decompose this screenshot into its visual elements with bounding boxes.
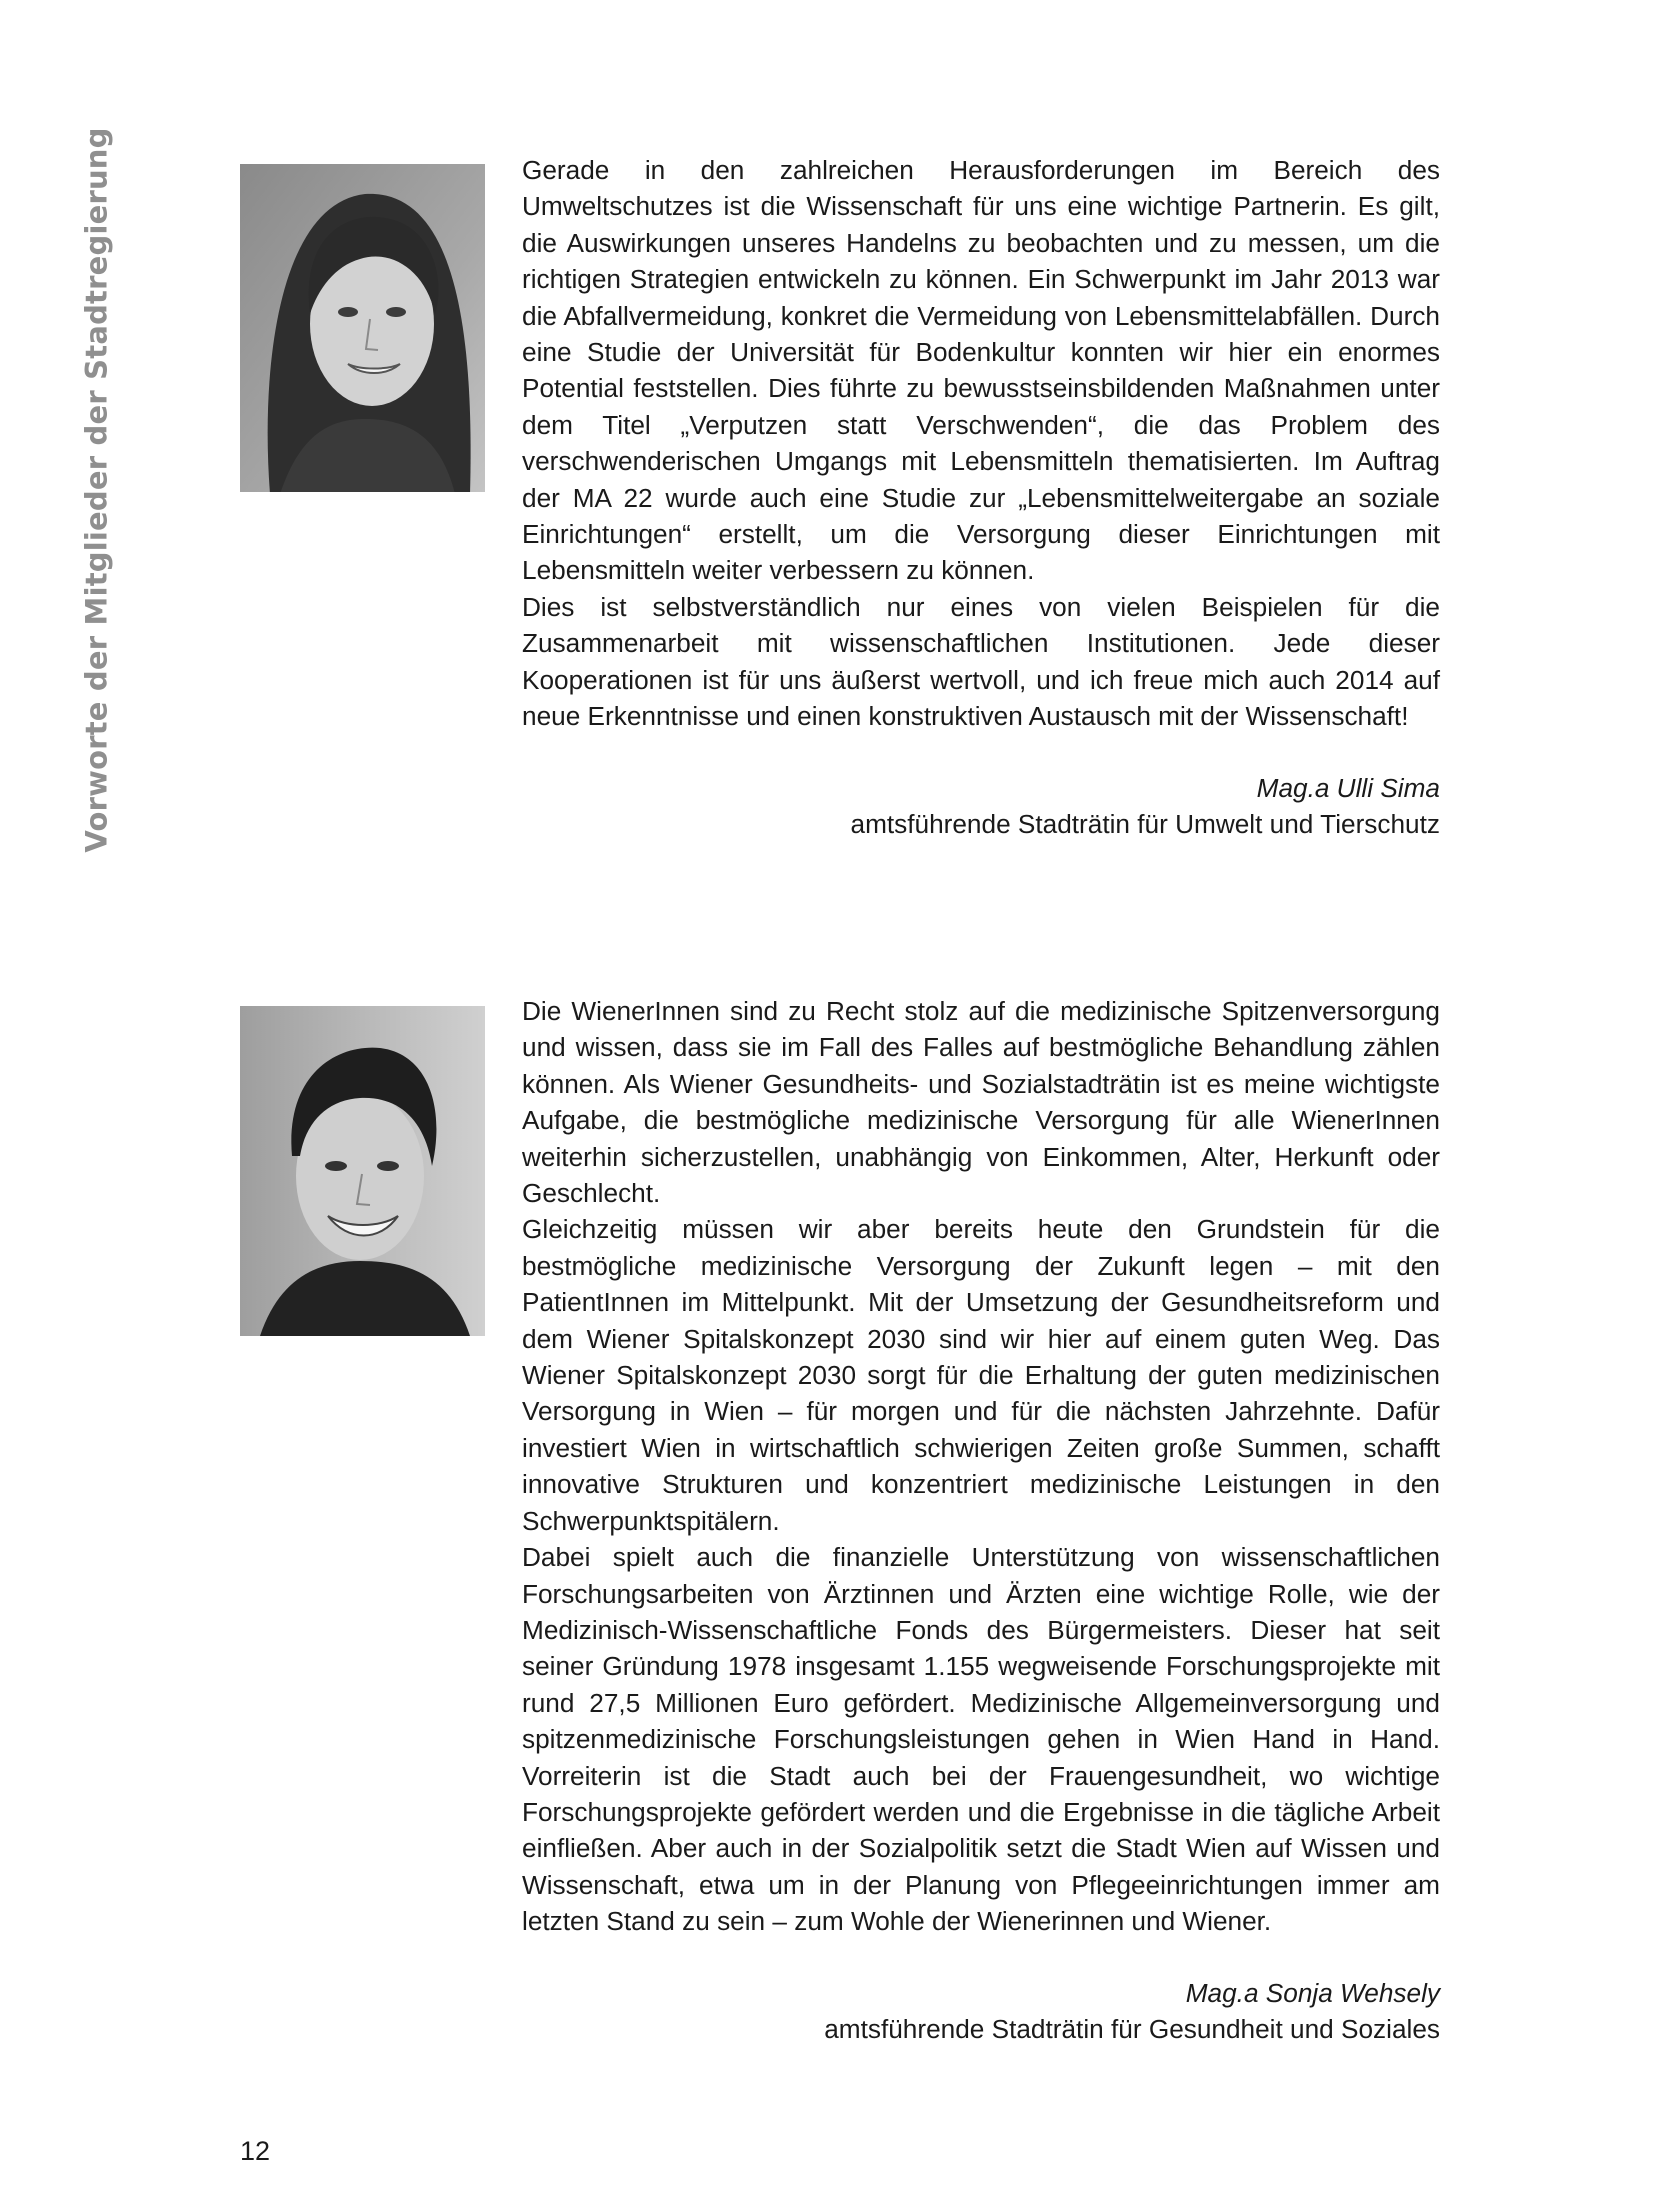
foreword-gesundheit-paragraph-3: Dabei spielt auch die finanzielle Unterstützung von wissenschaftlichen Forschungsarbeiten von Ärztinnen und Ärzten eine wichtige Rolle, wie der Medizinisch-Wissenschaftliche Fonds des Bürgermeisters. Dieser hat seit seiner Gründung 1978 insgesamt 1.155 wegweisende Forschungsprojekte mit rund 27,5 Millionen Euro gefördert. Medizinische Allgemeinversorgung und spitzenmedizinische Forschungsleistungen gehen in Wien Hand in Hand. Vorreiterin ist die Stadt auch bei der Frauengesundheit, wo wichtige Forschungsprojekte gefördert werden und die Ergebnisse in die tägliche Arbeit einfließen. Aber auch in der Sozialpolitik setzt die Stadt Wien auf Wissen und Wissenschaft, etwa um in der Planung von Pflegeeinrichtungen immer am letzten Stand zu sein – zum Wohle der Wienerinnen und Wiener. [522,1542,1440,1937]
foreword-gesundheit-paragraph-1: Die WienerInnen sind zu Recht stolz auf die medizinische Spitzenversorgung und wissen, dass sie im Fall des Falles auf bestmögliche Behandlung zählen können. Als Wiener Gesundheits- und Sozialstadträtin ist es meine wichtigste Aufgabe, die bestmögliche medizinische Versorgung für alle WienerInnen weiterhin sicherzustellen, unabhängig von Einkommen, Alter, Herkunft oder Geschlecht. [522,996,1440,1209]
foreword-umwelt-paragraph-2: Dies ist selbstverständlich nur eines von vielen Beispielen für die Zusammenarbeit mit wissenschaftlichen Institutionen. Jede dieser Kooperationen ist für uns äußerst wertvoll, und ich freue mich auch 2014 auf neue Erkenntnisse und einen konstruktiven Austausch mit der Wissenschaft! [522,591,1440,732]
signature-role: amtsführende Stadträtin für Umwelt und Tierschutz [850,808,1440,839]
foreword-gesundheit-paragraph-2: Gleichzeitig müssen wir aber bereits heute den Grundstein für die bestmögliche medizinische Versorgung der Zukunft legen – mit den PatientInnen im Mittelpunkt. Mit der Umsetzung der Gesundheitsreform und dem Wiener Spitalskonzept 2030 sind wir hier auf einem guten Weg. Das Wiener Spitalskonzept 2030 sorgt für die Erhaltung der guten medizinischen Versorgung in Wien – für morgen und für die nächsten Jahrzehnte. Dafür investiert Wien in wirtschaftlich schwierigen Zeiten große Summen, schafft innovative Strukturen und konzentriert medizinische Leistungen in den Schwerpunktspitälern. [522,1214,1440,1536]
page-number: 12 [240,2136,271,2166]
signature-name: Mag.a Ulli Sima [1256,772,1440,803]
foreword-gesundheit [522,993,1440,2047]
signature-role: amtsführende Stadträtin für Gesundheit und Soziales [824,2013,1440,2044]
side-running-title-text: Vorworte der Mitglieder der Stadtregierung [80,127,115,853]
foreword-umwelt-paragraph-1: Gerade in den zahlreichen Herausforderungen im Bereich des Umweltschutzes ist die Wissenschaft für uns eine wichtige Partnerin. Es gilt, die Auswirkungen unseres Handelns zu beobachten und zu messen, um die richtigen Strategien entwickeln zu können. Ein Schwerpunkt im Jahr 2013 war die Abfallvermeidung, konkret die Vermeidung von Lebensmittelabfällen. Durch eine Studie der Universität für Bodenkultur konnten wir hier ein enormes Potential feststellen. Dies führte zu bewusstseinsbildenden Maßnahmen unter dem Titel „Verputzen statt Verschwenden“, die das Problem des verschwenderischen Umgangs mit Lebensmitteln thematisierten. Im Auftrag der MA 22 wurde auch eine Studie zur „Lebensmittelweitergabe an soziale Einrichtungen“ erstellt, um die Versorgung dieser Einrichtungen mit Lebensmitteln weiter verbessern zu können. [522,155,1440,586]
portrait-photo-ulli-sima [240,164,485,492]
side-running-title [72,127,122,853]
signature-name: Mag.a Sonja Wehsely [1185,1977,1440,2008]
portrait-photo-sonja-wehsely [240,1006,485,1336]
foreword-umwelt [522,152,1440,842]
